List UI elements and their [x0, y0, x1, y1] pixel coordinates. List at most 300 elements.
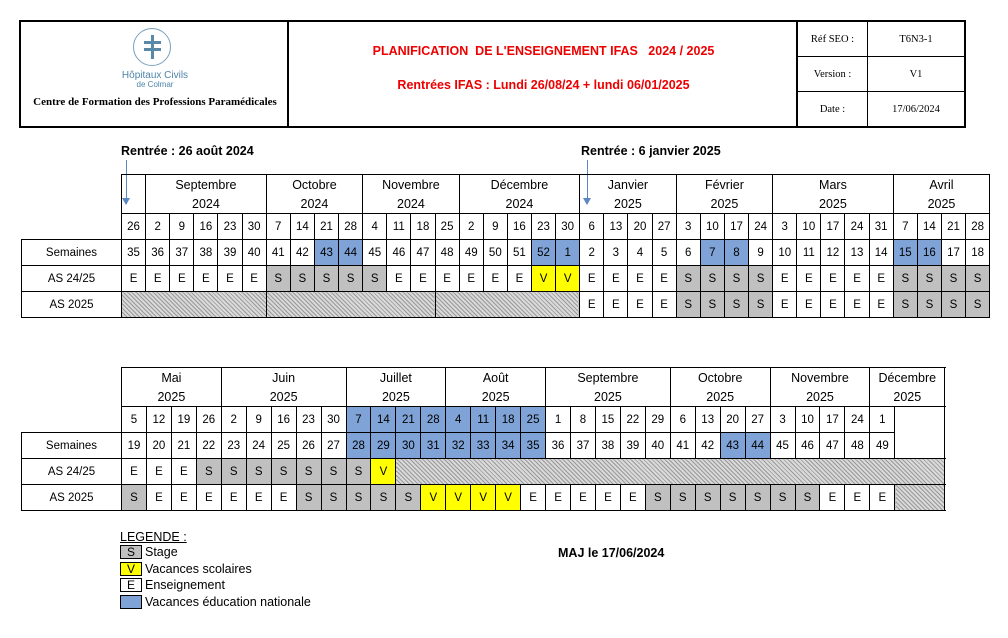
row-label: Semaines	[22, 240, 122, 266]
month-header: Novembre	[363, 175, 459, 195]
status-cell: S	[749, 266, 773, 292]
legend-swatch	[120, 595, 142, 609]
week-cell: 36	[546, 433, 571, 459]
status-cell: S	[941, 292, 965, 318]
day-cell: 14	[290, 214, 314, 240]
week-cell: 35	[521, 433, 546, 459]
week-cell: 40	[645, 433, 670, 459]
day-cell: 2	[146, 214, 170, 240]
status-cell: S	[893, 292, 917, 318]
reference-cell	[798, 22, 964, 126]
day-cell: 27	[745, 407, 770, 433]
week-cell: 47	[820, 433, 845, 459]
status-cell: E	[521, 485, 546, 511]
day-cell: 25	[435, 214, 459, 240]
week-cell: 46	[795, 433, 820, 459]
status-cell: E	[387, 266, 411, 292]
corner-empty	[22, 175, 122, 240]
status-cell: S	[196, 459, 221, 485]
title-cell	[289, 22, 798, 126]
day-cell: 5	[122, 407, 147, 433]
status-cell: S	[966, 266, 990, 292]
week-cell: 37	[170, 240, 194, 266]
day-cell: 1	[870, 407, 895, 433]
week-cell: 22	[196, 433, 221, 459]
week-cell: 42	[695, 433, 720, 459]
status-cell: E	[595, 485, 620, 511]
day-cell: 16	[194, 214, 218, 240]
week-cell: 42	[290, 240, 314, 266]
week-cell: 23	[221, 433, 246, 459]
day-cell: 16	[271, 407, 296, 433]
year-header: 2024	[146, 194, 267, 214]
status-cell: S	[676, 266, 700, 292]
status-cell: S	[695, 485, 720, 511]
status-cell: S	[745, 485, 770, 511]
month-header: Juillet	[346, 368, 446, 388]
day-cell: 8	[571, 407, 596, 433]
year-header: 2025	[870, 387, 945, 407]
week-cell: 12	[821, 240, 845, 266]
status-cell: S	[645, 485, 670, 511]
status-cell: E	[221, 485, 246, 511]
month-header: Décembre	[870, 368, 945, 388]
status-cell: V	[556, 266, 580, 292]
week-cell: 37	[571, 433, 596, 459]
status-cell: E	[122, 459, 147, 485]
status-cell: E	[546, 485, 571, 511]
day-cell: 28	[966, 214, 990, 240]
row-label: Semaines	[22, 433, 122, 459]
day-cell: 17	[820, 407, 845, 433]
status-cell: E	[580, 266, 604, 292]
status-cell: S	[720, 485, 745, 511]
day-cell: 30	[321, 407, 346, 433]
week-cell: 15	[893, 240, 917, 266]
status-cell: E	[571, 485, 596, 511]
day-cell: 26	[196, 407, 221, 433]
logo-subname: de Colmar	[136, 80, 174, 89]
month-header: Octobre	[670, 368, 770, 388]
year-header: 2025	[546, 387, 671, 407]
status-cell: E	[845, 292, 869, 318]
version-row	[798, 57, 964, 92]
day-cell: 23	[296, 407, 321, 433]
day-cell: 10	[797, 214, 821, 240]
row-label: AS 24/25	[22, 459, 122, 485]
year-header: 2025	[893, 194, 989, 214]
legend	[120, 530, 311, 610]
week-cell: 5	[652, 240, 676, 266]
status-cell: E	[821, 266, 845, 292]
day-cell: 21	[314, 214, 338, 240]
status-cell: E	[246, 485, 271, 511]
update-date: MAJ le 17/06/2024	[558, 546, 665, 560]
year-header: 2025	[446, 387, 546, 407]
status-cell: S	[371, 485, 396, 511]
legend-text: Stage	[145, 545, 178, 560]
status-cell: S	[966, 292, 990, 318]
status-cell: V	[531, 266, 555, 292]
month-header: Février	[676, 175, 772, 195]
day-row	[22, 407, 945, 433]
month-header: Mars	[773, 175, 894, 195]
not-applicable-cell	[122, 292, 267, 318]
status-cell: E	[196, 485, 221, 511]
month-header: Juin	[221, 368, 346, 388]
week-cell: 30	[396, 433, 421, 459]
hospital-logo-icon	[133, 28, 171, 66]
status-cell: S	[676, 292, 700, 318]
legend-swatch: S	[120, 545, 142, 559]
status-cell: E	[604, 292, 628, 318]
week-cell: 13	[845, 240, 869, 266]
legend-item	[120, 594, 311, 611]
status-cell: E	[845, 485, 870, 511]
day-cell: 11	[387, 214, 411, 240]
week-cell: 38	[595, 433, 620, 459]
week-cell: 32	[446, 433, 471, 459]
week-cell: 36	[146, 240, 170, 266]
status-cell: S	[795, 485, 820, 511]
version-label: Version :	[798, 57, 868, 91]
day-cell: 24	[845, 214, 869, 240]
day-cell: 24	[845, 407, 870, 433]
year-header: 2025	[580, 194, 676, 214]
week-cell: 50	[483, 240, 507, 266]
status-cell: E	[171, 485, 196, 511]
day-cell: 14	[917, 214, 941, 240]
status-cell: E	[459, 266, 483, 292]
status-cell: E	[411, 266, 435, 292]
week-cell: 28	[346, 433, 371, 459]
year-header: 2024	[266, 194, 362, 214]
week-cell: 25	[271, 433, 296, 459]
day-cell: 14	[371, 407, 396, 433]
status-cell: S	[339, 266, 363, 292]
centre-name: Centre de Formation des Professions Paramédicales	[33, 96, 277, 108]
version-value: V1	[909, 68, 923, 80]
weeks-row	[22, 433, 945, 459]
week-cell: 33	[471, 433, 496, 459]
day-cell: 18	[496, 407, 521, 433]
week-cell: 21	[171, 433, 196, 459]
status-cell: E	[652, 266, 676, 292]
day-cell: 18	[411, 214, 435, 240]
week-cell: 24	[246, 433, 271, 459]
status-cell: E	[242, 266, 266, 292]
date-row	[798, 92, 964, 126]
month-header: Janvier	[580, 175, 676, 195]
status-cell: E	[820, 485, 845, 511]
day-cell: 26	[122, 214, 146, 240]
month-header: Août	[446, 368, 546, 388]
week-cell: 4	[628, 240, 652, 266]
status-cell: V	[471, 485, 496, 511]
status-cell: S	[246, 459, 271, 485]
week-cell: 19	[122, 433, 147, 459]
document-subtitle: Rentrées IFAS : Lundi 26/08/24 + lundi 06/01/2025	[397, 78, 690, 92]
status-cell: S	[346, 459, 371, 485]
week-cell: 26	[296, 433, 321, 459]
logo-cell	[21, 22, 289, 126]
day-cell: 30	[556, 214, 580, 240]
day-cell: 28	[421, 407, 446, 433]
month-header: Novembre	[770, 368, 870, 388]
day-cell: 21	[941, 214, 965, 240]
week-cell: 49	[459, 240, 483, 266]
day-cell: 22	[620, 407, 645, 433]
day-cell: 7	[266, 214, 290, 240]
status-cell: E	[146, 459, 171, 485]
week-cell: 38	[194, 240, 218, 266]
schedule-table-2025	[21, 367, 945, 511]
day-cell: 29	[645, 407, 670, 433]
day-cell: 24	[749, 214, 773, 240]
status-cell: E	[170, 266, 194, 292]
week-cell: 34	[496, 433, 521, 459]
status-cell: E	[604, 266, 628, 292]
year-header: 2025	[670, 387, 770, 407]
status-cell: S	[700, 266, 724, 292]
month-header: Mai	[122, 368, 222, 388]
weeks-row	[22, 240, 990, 266]
day-cell: 15	[595, 407, 620, 433]
year-header: 2025	[122, 387, 222, 407]
status-cell: E	[171, 459, 196, 485]
week-cell: 47	[411, 240, 435, 266]
status-cell: E	[869, 266, 893, 292]
status-cell: S	[724, 266, 748, 292]
day-cell: 11	[471, 407, 496, 433]
status-cell: S	[893, 266, 917, 292]
legend-item	[120, 561, 311, 578]
status-cell: S	[314, 266, 338, 292]
month-header: Septembre	[146, 175, 267, 195]
month-row	[22, 368, 945, 388]
legend-item	[120, 577, 311, 594]
rentree-aout-label: Rentrée : 26 août 2024	[121, 144, 254, 158]
status-cell: E	[620, 485, 645, 511]
week-cell: 43	[720, 433, 745, 459]
week-cell: 40	[242, 240, 266, 266]
status-cell: E	[773, 266, 797, 292]
month-header: Septembre	[546, 368, 671, 388]
not-applicable-cell	[266, 292, 435, 318]
as2025-row	[22, 292, 990, 318]
day-cell: 3	[770, 407, 795, 433]
row-label: AS 24/25	[22, 266, 122, 292]
week-cell: 39	[218, 240, 242, 266]
year-header: 2024	[363, 194, 459, 214]
week-cell: 45	[363, 240, 387, 266]
status-cell: E	[652, 292, 676, 318]
as2425-row	[22, 266, 990, 292]
week-cell: 8	[724, 240, 748, 266]
day-cell: 3	[773, 214, 797, 240]
not-applicable-cell	[396, 459, 945, 485]
week-cell: 9	[749, 240, 773, 266]
month-header: Décembre	[459, 175, 580, 195]
month-header	[122, 175, 146, 195]
week-cell: 49	[870, 433, 895, 459]
status-cell: E	[773, 292, 797, 318]
week-cell: 52	[531, 240, 555, 266]
week-cell: 41	[670, 433, 695, 459]
status-cell: E	[271, 485, 296, 511]
status-cell: E	[146, 266, 170, 292]
status-cell: S	[346, 485, 371, 511]
day-cell: 25	[521, 407, 546, 433]
logo-name: Hôpitaux Civils	[121, 70, 189, 81]
year-header: 2025	[773, 194, 894, 214]
status-cell: E	[821, 292, 845, 318]
day-cell: 9	[483, 214, 507, 240]
week-cell: 2	[580, 240, 604, 266]
corner-empty	[22, 368, 122, 433]
document-header	[19, 20, 966, 128]
day-cell: 20	[628, 214, 652, 240]
week-cell: 39	[620, 433, 645, 459]
week-cell: 11	[797, 240, 821, 266]
week-cell: 35	[122, 240, 146, 266]
status-cell: S	[321, 459, 346, 485]
legend-title: LEGENDE :	[120, 530, 187, 544]
legend-text: Vacances scolaires	[145, 561, 252, 576]
status-cell: S	[700, 292, 724, 318]
ref-seo-value: T6N3-1	[899, 33, 933, 45]
day-cell: 12	[146, 407, 171, 433]
month-header: Avril	[893, 175, 989, 195]
legend-item	[120, 544, 311, 561]
week-cell: 51	[507, 240, 531, 266]
schedule-table-2024-2025	[21, 174, 990, 318]
status-cell: V	[371, 459, 396, 485]
week-cell: 41	[266, 240, 290, 266]
week-cell: 44	[745, 433, 770, 459]
as2425-row	[22, 459, 945, 485]
year-header	[122, 194, 146, 214]
status-cell: S	[122, 485, 147, 511]
day-cell: 6	[580, 214, 604, 240]
rentree-janvier-label: Rentrée : 6 janvier 2025	[581, 144, 721, 158]
status-cell: E	[797, 292, 821, 318]
week-cell: 27	[321, 433, 346, 459]
status-cell: E	[797, 266, 821, 292]
day-cell: 2	[459, 214, 483, 240]
month-row	[22, 175, 990, 195]
status-cell: E	[483, 266, 507, 292]
day-cell: 2	[221, 407, 246, 433]
year-header: 2025	[676, 194, 772, 214]
row-label: AS 2025	[22, 485, 122, 511]
day-cell: 10	[795, 407, 820, 433]
status-cell: S	[271, 459, 296, 485]
status-cell: S	[296, 485, 321, 511]
day-cell: 17	[821, 214, 845, 240]
week-cell: 16	[917, 240, 941, 266]
day-cell: 4	[446, 407, 471, 433]
year-header: 2025	[221, 387, 346, 407]
day-cell: 21	[396, 407, 421, 433]
status-cell: S	[266, 266, 290, 292]
status-cell: E	[869, 292, 893, 318]
week-cell: 31	[421, 433, 446, 459]
status-cell: E	[146, 485, 171, 511]
day-cell: 30	[242, 214, 266, 240]
blank-cell	[895, 407, 945, 459]
week-cell: 7	[700, 240, 724, 266]
year-header: 2025	[770, 387, 870, 407]
week-cell: 10	[773, 240, 797, 266]
status-cell: S	[941, 266, 965, 292]
day-cell: 28	[339, 214, 363, 240]
status-cell: S	[724, 292, 748, 318]
status-cell: S	[321, 485, 346, 511]
legend-swatch: V	[120, 562, 142, 576]
year-row	[22, 194, 990, 214]
day-cell: 27	[652, 214, 676, 240]
legend-text: Vacances éducation nationale	[145, 594, 311, 609]
month-header: Octobre	[266, 175, 362, 195]
status-cell: E	[845, 266, 869, 292]
year-header: 2025	[346, 387, 446, 407]
status-cell: S	[670, 485, 695, 511]
week-cell: 1	[556, 240, 580, 266]
as2025-row	[22, 485, 945, 511]
status-cell: E	[628, 266, 652, 292]
week-cell: 17	[941, 240, 965, 266]
week-cell: 46	[387, 240, 411, 266]
legend-text: Enseignement	[145, 578, 225, 593]
status-cell: S	[290, 266, 314, 292]
day-cell: 19	[171, 407, 196, 433]
week-cell: 48	[845, 433, 870, 459]
status-cell: E	[628, 292, 652, 318]
day-cell: 23	[218, 214, 242, 240]
legend-swatch: E	[120, 578, 142, 592]
day-cell: 1	[546, 407, 571, 433]
week-cell: 45	[770, 433, 795, 459]
day-cell: 6	[670, 407, 695, 433]
day-cell: 16	[507, 214, 531, 240]
status-cell: S	[917, 292, 941, 318]
week-cell: 14	[869, 240, 893, 266]
week-cell: 48	[435, 240, 459, 266]
day-row	[22, 214, 990, 240]
status-cell: S	[396, 485, 421, 511]
week-cell: 29	[371, 433, 396, 459]
day-cell: 3	[676, 214, 700, 240]
status-cell: E	[218, 266, 242, 292]
day-cell: 9	[246, 407, 271, 433]
status-cell: V	[421, 485, 446, 511]
not-applicable-cell	[895, 485, 945, 511]
week-cell: 20	[146, 433, 171, 459]
week-cell: 6	[676, 240, 700, 266]
week-cell: 3	[604, 240, 628, 266]
status-cell: E	[507, 266, 531, 292]
status-cell: E	[122, 266, 146, 292]
date-value: 17/06/2024	[892, 103, 940, 115]
year-header: 2024	[459, 194, 580, 214]
day-cell: 4	[363, 214, 387, 240]
status-cell: S	[221, 459, 246, 485]
status-cell: V	[446, 485, 471, 511]
day-cell: 31	[869, 214, 893, 240]
ref-seo-label: Réf SEO :	[798, 22, 868, 56]
week-cell: 43	[314, 240, 338, 266]
